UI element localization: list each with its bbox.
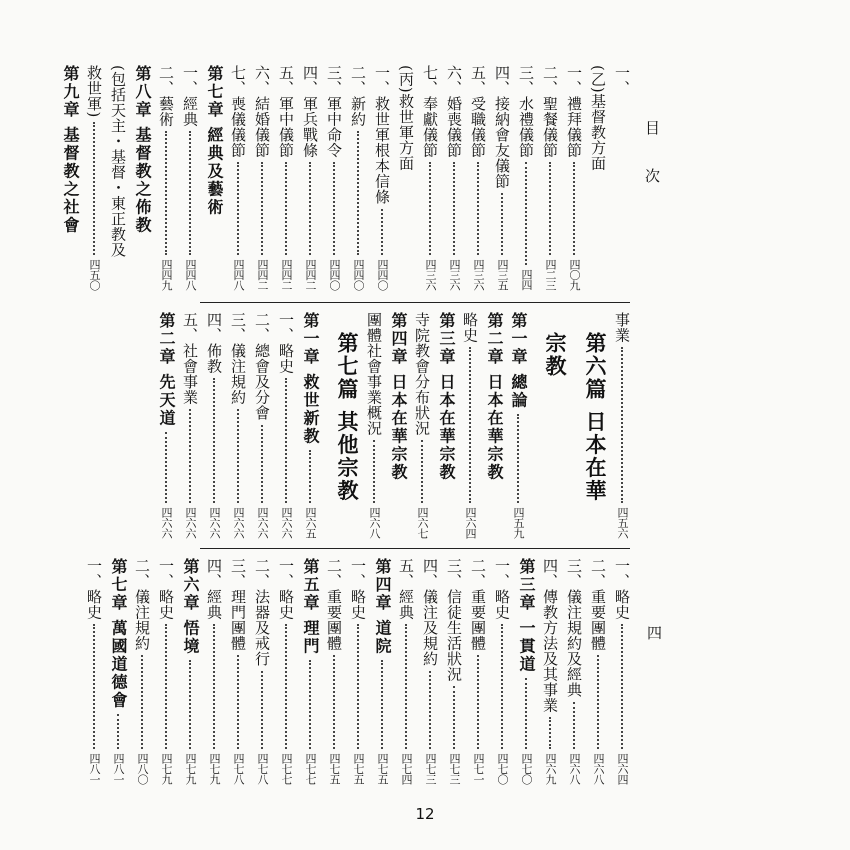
toc-entry-title: 四、傳教方法及其事業 [541,558,559,713]
toc-entry-title: 四、儀注及規約 [421,558,439,667]
toc-page-ref: 四六六 [280,506,293,538]
toc-entry [229,558,247,784]
toc-page-ref: 四四〇 [328,258,341,290]
toc-entry-title: 一、略史 [277,312,295,374]
dot-leader [293,660,311,749]
toc-entry-title: 五、經典 [397,558,415,620]
dot-leader [221,409,239,503]
toc-entry [445,558,463,784]
toc-page-ref: 四三六 [448,258,461,290]
toc-entry-title: 二、儀注規約 [133,558,151,651]
dot-leader [269,624,287,749]
toc-chapter-entry [301,312,319,538]
toc-entry-title: 第三章 日本在華宗教 [437,312,456,482]
dot-leader [509,162,527,265]
dot-leader [461,655,479,749]
toc-entry-title: 七、奉獻儀節 [421,65,439,158]
toc-entry-title: 三、信徒生活狀況 [445,558,463,682]
toc-entry-title: (丙)救世軍方面 [397,65,415,171]
toc-band-middle [157,312,634,538]
toc-entry [133,558,151,784]
toc-entry-title: 第一章 總論 [509,312,528,410]
toc-entry [565,558,583,784]
toc-entry [493,558,511,784]
toc-page-ref: 四四八 [184,258,197,290]
toc-entry [421,65,439,290]
dot-leader [341,131,359,255]
dot-leader [293,450,311,503]
toc-page-ref: 四七一 [472,752,485,784]
toc-page-ref: 四四九 [160,258,173,290]
part-heading [325,312,359,538]
toc-entry [277,558,295,784]
toc-entry-title: 第五章 理門 [301,558,320,656]
toc-page-ref: 四八一 [88,752,101,784]
toc-page-ref: 四四 [520,269,533,290]
toc-page-ref: 四六四 [464,506,477,538]
dot-leader [221,655,239,749]
toc-page-ref: 四四〇 [376,258,389,290]
toc-entry-title: 五、社會事業 [181,312,199,405]
toc-entry [253,65,271,290]
toc-entry-title: 一、救世軍根本信條 [373,65,391,205]
toc-page-ref: 四五〇 [88,258,101,290]
toc-entry-title: 三、軍中命令 [325,65,343,158]
toc-entry [229,65,247,290]
toc-entry-title: 一、略史 [277,558,295,620]
toc-page-ref: 四六五 [304,506,317,538]
toc-entry-title: 略史 [461,312,479,343]
toc-entry [365,312,383,538]
toc-entry [181,312,199,538]
toc-entry-title: 團體社會事業概況 [365,312,383,436]
toc-page-ref: 四四二 [304,258,317,290]
toc-entry [493,65,511,290]
toc-entry [445,65,463,290]
dot-leader [269,378,287,503]
toc-entry [397,558,415,784]
toc-entry [277,65,295,290]
toc-chapter-entry [181,558,199,784]
toc-page-ref: 四八〇 [136,752,149,784]
toc-page-ref: 四三六 [472,258,485,290]
dot-leader [365,660,383,749]
toc-page-ref: 四六七 [416,506,429,538]
toc-chapter-entry [157,312,175,538]
toc-entry-title: 第六章 悟境 [181,558,200,656]
toc-entry-title: 宗教 [543,332,567,378]
toc-page-ref: 四六九 [544,752,557,784]
toc-entry [589,65,607,290]
dot-leader [357,440,375,503]
toc-entry [421,558,439,784]
toc-entry-title: 第七章 經典及藝術 [205,65,224,217]
toc-entry [565,65,583,290]
toc-page-ref: 四六六 [232,506,245,538]
toc-entry-title: 六、結婚儀節 [253,65,271,158]
dot-leader [557,162,575,255]
toc-chapter-entry [373,558,391,784]
toc-entry [85,558,103,784]
toc-chapter-entry [437,312,455,538]
toc-entry [469,65,487,290]
toc-entry-title: 第二章 先天道 [157,312,176,428]
toc-entry [397,65,415,290]
toc-entry [253,312,271,538]
toc-chapter-entry [509,312,527,538]
dot-leader [149,624,167,749]
toc-entry-title: 七、喪儀儀節 [229,65,247,158]
toc-entry [461,312,479,538]
dot-leader [173,131,191,255]
dot-leader [269,162,287,255]
part-heading [533,312,567,538]
toc-page-ref: 四四八 [232,258,245,290]
dot-leader [317,655,335,749]
toc-page-ref: 四七九 [184,752,197,784]
dot-leader [245,671,263,749]
toc-entry [85,65,103,290]
toc-chapter-entry [205,65,223,290]
toc-entry-title: 二、總會及分會 [253,312,271,421]
toc-entry [253,558,271,784]
dot-leader [605,624,623,749]
toc-page-ref: 四四二 [256,258,269,290]
toc-page-ref: 四七〇 [520,752,533,784]
dot-leader [197,378,215,503]
toc-page-ref: 四七九 [160,752,173,784]
toc-entry [181,65,199,290]
toc-entry-title: 第七篇 其他宗教 [335,332,359,503]
toc-page-ref: 四七八 [256,752,269,784]
dot-leader [581,655,599,749]
dot-leader [149,432,167,503]
toc-entry [325,65,343,290]
toc-entry [469,558,487,784]
toc-page-ref: 四七〇 [496,752,509,784]
toc-entry [301,65,319,290]
toc-entry-title: 二、法器及戒行 [253,558,271,667]
toc-entry [157,558,175,784]
dot-leader [317,162,335,255]
toc-page-ref: 四六八 [568,752,581,784]
toc-page-ref: 四四二 [280,258,293,290]
toc-entry-title: 一、略史 [157,558,175,620]
toc-entry-title: 第七章 萬國道德會 [109,558,128,710]
dot-leader [437,686,455,749]
toc-page-ref: 四六六 [208,506,221,538]
dot-leader [413,671,431,749]
toc-page-ref: 四七九 [208,752,221,784]
toc-entry [205,558,223,784]
dot-leader [173,660,191,749]
toc-entry [541,558,559,784]
toc-entry-title: 二、藝術 [157,65,175,127]
dot-leader [77,624,95,749]
part-heading [573,312,607,538]
toc-entry [349,558,367,784]
toc-entry-title: 一、略史 [349,558,367,620]
page-number: 12 [415,805,435,823]
toc-entry [325,558,343,784]
toc-page-ref: 四七三 [448,752,461,784]
toc-entry [109,65,127,290]
toc-page-ref: 四七七 [304,752,317,784]
toc-chapter-entry [109,558,127,784]
toc-page-ref: 四五六 [616,506,629,538]
dot-leader [101,714,119,749]
toc-entry [277,312,295,538]
toc-page-ref: 四七七 [280,752,293,784]
toc-entry-title: 救世軍) [85,65,103,118]
toc-entry-title: 第四章 日本在華宗教 [389,312,408,482]
toc-page-ref: 四六八 [592,752,605,784]
dot-leader [437,162,455,255]
toc-entry-title: 一、禮拜儀節 [565,65,583,158]
toc-entry-title: 四、接納會友儀節 [493,65,511,189]
dot-leader [245,162,263,255]
toc-entry [205,312,223,538]
toc-chapter-entry [61,65,79,290]
toc-page-ref: 四七五 [352,752,365,784]
toc-entry-title: 第二章 日本在華宗教 [485,312,504,482]
dot-leader [341,624,359,749]
toc-entry-title: (乙)基督教方面 [589,65,607,171]
toc-entry [413,312,431,538]
toc-chapter-entry [133,65,151,290]
toc-entry-title: 二、聖餐儀節 [541,65,559,158]
toc-entry [373,65,391,290]
toc-page-ref: 四七八 [232,752,245,784]
toc-page-ref: 四六六 [184,506,197,538]
toc-entry-title: 一、略史 [85,558,103,620]
toc-entry-title: 五、受職儀節 [469,65,487,158]
toc-page-ref: 四六四 [616,752,629,784]
toc-entry-title: 第三章 一貫道 [517,558,536,674]
toc-entry [517,65,535,290]
toc-chapter-entry [389,312,407,538]
toc-entry-title: 一、 [613,65,631,96]
toc-entry-title: 二、重要團體 [589,558,607,651]
toc-entry-title: 第八章 基督教之佈教 [133,65,152,235]
toc-page-ref: 四八一 [112,752,125,784]
toc-entry-title: 第四章 道院 [373,558,392,656]
toc-entry [229,312,247,538]
toc-entry [157,65,175,290]
toc-entry-title: 第九章 基督教之社會 [61,65,80,235]
toc-entry-title: 事業 [613,312,631,343]
toc-entry-title: 二、新約 [349,65,367,127]
dot-leader [461,162,479,255]
toc-entry-title: 一、略史 [493,558,511,620]
toc-band-bottom [85,558,634,784]
dot-leader [245,425,263,503]
header-title: 目 次 [643,120,661,197]
dot-leader [365,209,383,255]
toc-entry-title: 寺院教會分布狀況 [413,312,431,436]
toc-entry-title: 第一章 救世新教 [301,312,320,446]
divider-rule-top [200,302,630,303]
toc-entry-title: 三、儀注規約 [229,312,247,405]
toc-entry-title: 一、經典 [181,65,199,127]
toc-chapter-entry [517,558,535,784]
toc-entry-title: 二、重要團體 [469,558,487,651]
dot-leader [533,162,551,255]
dot-leader [413,162,431,255]
toc-entry-title: 五、軍中儀節 [277,65,295,158]
dot-leader [533,717,551,749]
dot-leader [485,624,503,749]
toc-chapter-entry [485,312,503,538]
toc-entry [613,65,631,290]
toc-page-ref: 四四〇 [352,258,365,290]
toc-page-ref: 四六六 [256,506,269,538]
toc-page-ref: 四七五 [376,752,389,784]
toc-entry-title: 四、軍兵戰條 [301,65,319,158]
toc-page-ref: 四二三 [544,258,557,290]
dot-leader [509,678,527,749]
toc-entry-title: 六、婚喪儀節 [445,65,463,158]
toc-entry-title: 第六篇 日本在華 [583,332,607,503]
toc-page-ref: 四六八 [368,506,381,538]
dot-leader [485,193,503,255]
toc-page-ref: 四七三 [424,752,437,784]
toc-page-ref: 四五九 [512,506,525,538]
toc-page-ref: 四六六 [160,506,173,538]
toc-chapter-entry [301,558,319,784]
toc-page-ref: 四七五 [328,752,341,784]
toc-page-ref: 四〇九 [568,258,581,290]
toc-entry-title: (包括天主・基督・東正教及 [109,65,127,258]
toc-entry-title: 三、儀注規約及經典 [565,558,583,698]
toc-entry-title: 四、佈教 [205,312,223,374]
toc-band-top [61,65,634,290]
toc-entry-title: 四、經典 [205,558,223,620]
header-page-label: 四 [645,625,663,654]
dot-leader [605,347,623,503]
toc-entry-title: 二、重要團體 [325,558,343,651]
dot-leader [293,162,311,255]
toc-entry-title: 三、水禮儀節 [517,65,535,158]
toc-entry [613,558,631,784]
toc-entry [589,558,607,784]
toc-entry [613,312,631,538]
toc-page-ref: 四三六 [424,258,437,290]
toc-page-ref: 四七四 [400,752,413,784]
toc-entry [349,65,367,290]
toc-entry [541,65,559,290]
divider-rule-bottom [200,548,630,549]
toc-page-ref: 四三五 [496,258,509,290]
dot-leader [557,702,575,749]
toc-entry-title: 一、略史 [613,558,631,620]
toc-entry-title: 三、理門團體 [229,558,247,651]
